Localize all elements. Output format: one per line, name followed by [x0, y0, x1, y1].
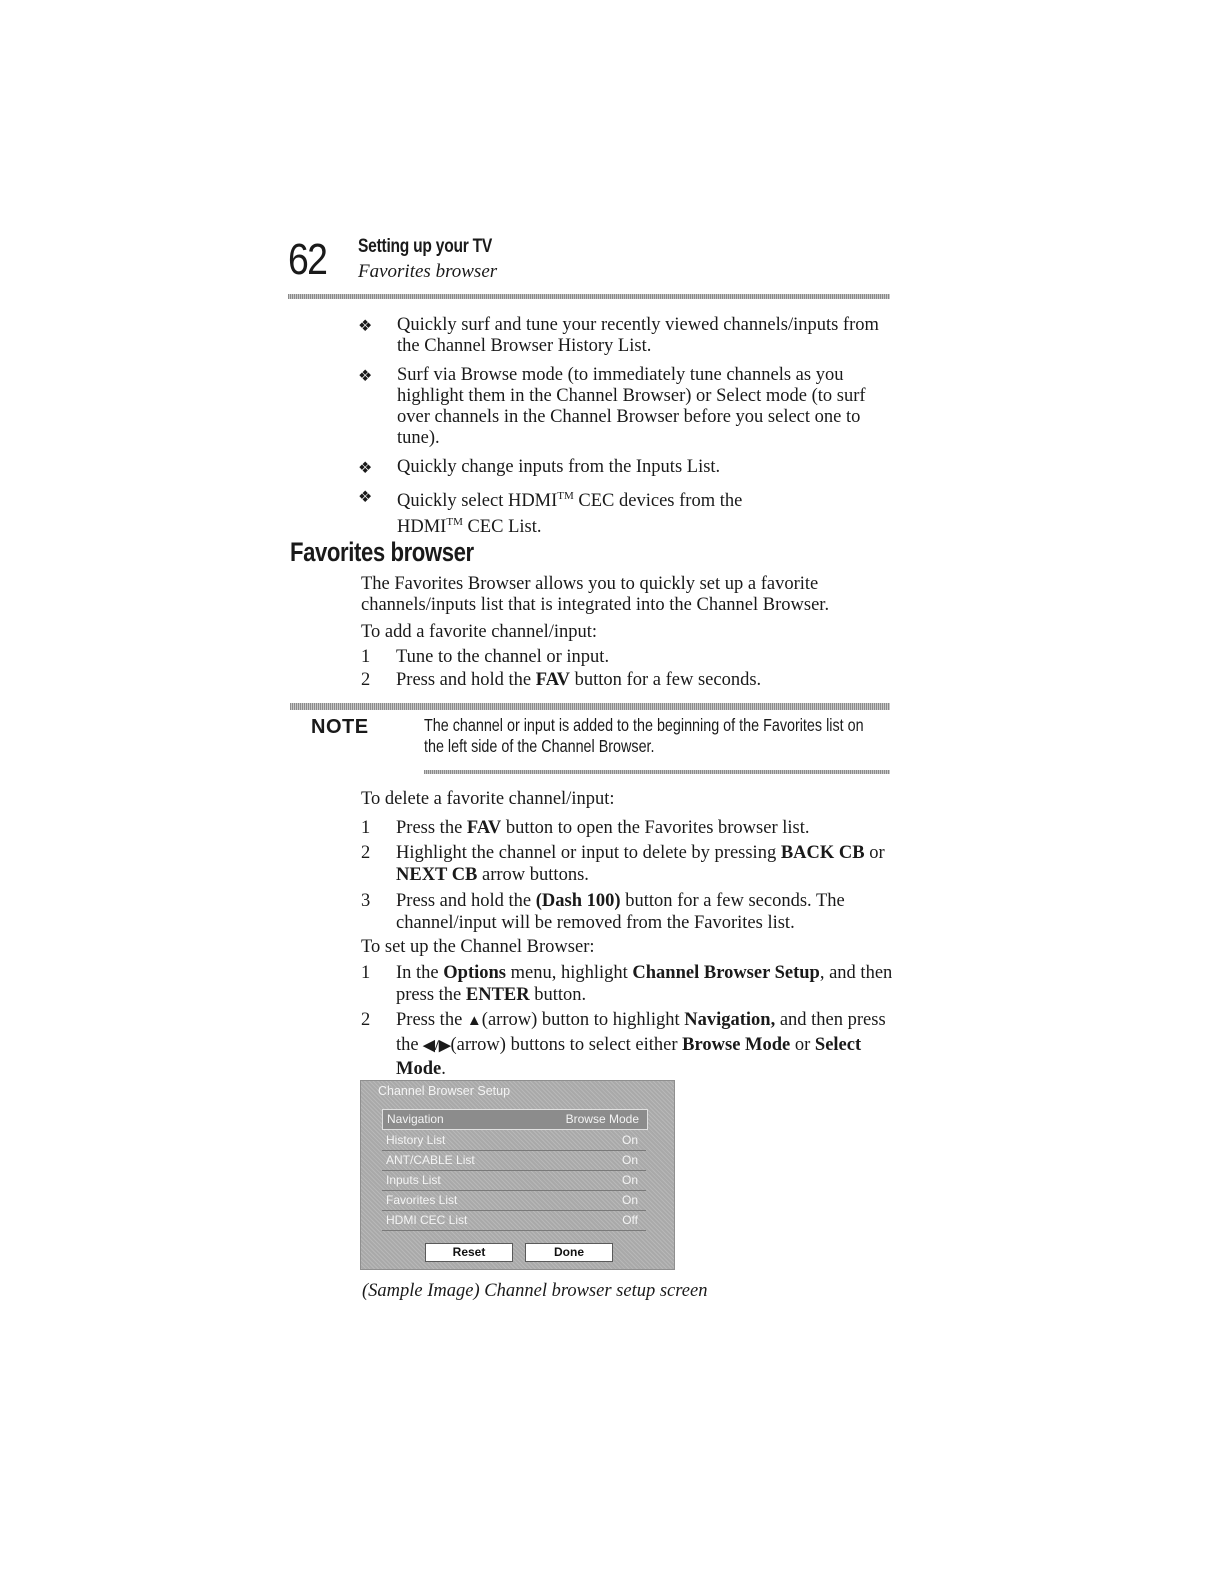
- section-title: Setting up your TV: [358, 236, 493, 257]
- row-label: Navigation: [387, 1112, 444, 1126]
- screen-row-antcable: [382, 1151, 646, 1171]
- setup-step-2: [361, 1009, 901, 1082]
- trademark-mark: TM: [557, 490, 574, 502]
- setup-intro: To set up the Channel Browser:: [361, 937, 595, 957]
- diamond-bullet-icon: ❖: [358, 318, 373, 335]
- step-number: 2: [361, 843, 371, 863]
- step-text: In the Options menu, highlight Channel Browser Setup, and then press the ENTER button.: [396, 963, 893, 1005]
- list-item: [358, 315, 898, 357]
- step-text: Press the ▲(arrow) button to highlight Navigation, and then press the ◀/▶(arrow) buttons to select either Browse Mode or Select Mode.: [396, 1010, 886, 1079]
- trademark-mark: TM: [446, 516, 463, 529]
- feature-bullet-list: [358, 315, 898, 546]
- row-value: On: [621, 1173, 638, 1187]
- setup-step-1: [361, 962, 901, 1006]
- add-step-1: [361, 646, 901, 668]
- step-number: 1: [361, 647, 371, 667]
- bullet-text: HDMI: [397, 517, 447, 538]
- image-caption: (Sample Image) Channel browser setup screen: [362, 1281, 708, 1301]
- row-label: ANT/CABLE List: [386, 1153, 475, 1167]
- note-label: NOTE: [311, 716, 369, 738]
- list-item: [358, 486, 898, 538]
- screen-title: Channel Browser Setup: [378, 1084, 511, 1098]
- diamond-bullet-icon: ❖: [358, 489, 373, 506]
- page-number: 62: [288, 235, 327, 284]
- list-item: [358, 365, 898, 449]
- channel-browser-setup-screen: [360, 1080, 675, 1270]
- bullet-text: CEC devices from the: [573, 491, 743, 512]
- favorites-intro: The Favorites Browser allows you to quickly set up a favorite channels/inputs list that is integrated into the Channel Browser.: [361, 574, 830, 615]
- step-text: Press the FAV button to open the Favorites browser list.: [396, 818, 810, 838]
- list-item: [358, 457, 898, 478]
- screen-row-history: [382, 1131, 646, 1151]
- screen-row-inputs: [382, 1171, 646, 1191]
- bullet-text: Quickly select HDMI: [397, 491, 558, 512]
- note-text: The channel or input is added to the beginning of the Favorites list on the left side of the Channel Browser.: [424, 715, 864, 756]
- row-value: On: [621, 1153, 638, 1167]
- screen-row-hdmi-cec: [382, 1211, 646, 1231]
- left-right-arrow-icon: ◀/▶: [423, 1037, 451, 1054]
- step-number: 3: [361, 891, 371, 911]
- done-button: Done: [525, 1243, 613, 1262]
- bullet-text: Quickly surf and tune your recently viewed channels/inputs from the Channel Browser History List.: [397, 315, 879, 356]
- step-number: 2: [361, 1010, 371, 1030]
- reset-button: Reset: [425, 1243, 513, 1262]
- favorites-heading: Favorites browser: [290, 537, 474, 567]
- row-value: Off: [622, 1213, 638, 1227]
- step-number: 1: [361, 963, 371, 983]
- bullet-text: Surf via Browse mode (to immediately tune channels as you highlight them in the Channel Browser) or Select mode (to surf over channels in the Channel Browser before you select one to tune).: [397, 365, 866, 448]
- up-arrow-icon: ▲: [466, 1013, 482, 1029]
- diamond-bullet-icon: ❖: [358, 368, 373, 385]
- row-value: On: [621, 1133, 638, 1147]
- delete-step-1: [361, 817, 901, 839]
- step-text: Highlight the channel or input to delete by pressing BACK CB or NEXT CB arrow buttons.: [396, 843, 885, 885]
- row-value: Browse Mode: [565, 1112, 639, 1126]
- step-number: 2: [361, 670, 371, 690]
- screen-row-navigation: [382, 1109, 648, 1130]
- delete-intro: To delete a favorite channel/input:: [361, 789, 615, 809]
- add-step-2: [361, 669, 901, 691]
- row-label: Inputs List: [386, 1173, 441, 1187]
- row-label: HDMI CEC List: [386, 1213, 468, 1227]
- header-rule: [288, 294, 890, 299]
- note-rule-top: [290, 703, 890, 710]
- row-value: On: [621, 1193, 638, 1207]
- note-rule-bottom: [424, 770, 890, 774]
- row-label: Favorites List: [386, 1193, 458, 1207]
- row-label: History List: [386, 1133, 446, 1147]
- subsection-title: Favorites browser: [358, 261, 498, 282]
- delete-step-2: [361, 842, 901, 886]
- bullet-text: Quickly change inputs from the Inputs List.: [397, 457, 721, 477]
- bullet-text: CEC List.: [462, 517, 542, 538]
- step-text: Tune to the channel or input.: [396, 647, 610, 667]
- diamond-bullet-icon: ❖: [358, 460, 373, 477]
- add-intro: To add a favorite channel/input:: [361, 622, 598, 642]
- step-text: Press and hold the (Dash 100) button for a few seconds. The channel/input will be removed from the Favorites list.: [396, 891, 845, 933]
- delete-step-3: [361, 890, 901, 934]
- step-text: Press and hold the FAV button for a few seconds.: [396, 670, 762, 690]
- screen-row-favorites: [382, 1191, 646, 1211]
- step-number: 1: [361, 818, 371, 838]
